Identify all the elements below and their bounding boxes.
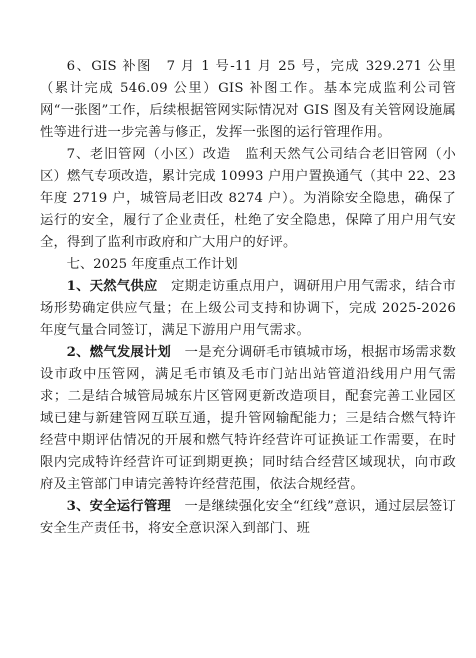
paragraph-text: 7 月 1 号-11 月 25 号，完成 329.271 公里（累计完成 546.09 公里）GIS 补图工作。基本完成监利公司管网“一张图”工作，后续根据管网实际情况对 GIS 图及有关管网设施属性等进行进一步完善与修正，发挥一张图的运行管理作用。 xyxy=(40,59,456,140)
paragraph-old-pipeline-renovation xyxy=(40,144,456,254)
paragraph-gis-mapping xyxy=(40,56,456,144)
paragraph-lead: 1、天然气供应 xyxy=(66,279,158,294)
paragraph-text: 一是充分调研毛市镇城市场，根据市场需求数设市政中压管网，满足毛市镇及毛市门站出站管道沿线用户用气需求；二是结合城管局城东片区管网更新改造项目，配套完善工业园区域已建与新建管网互联互通，提升管网输配能力；三是结合燃气特许经营中期评估情况的开展和燃气特许经营许可证换证工作需要，在时限内完成特许经营许可证到期更换；同时结合经营区域现状，向市政府及主管部门申请完善特许经营范围，依法合规经营。 xyxy=(40,345,456,492)
paragraph-text: 定期走访重点用户，调研用户用气需求，结合市场形势确定供应气量；在上级公司支持和协调下，完成 2025-2026 年度气量合同签订，满足下游用户用气需求。 xyxy=(40,279,457,338)
paragraph-lead: 7、老旧管网（小区）改造 xyxy=(66,147,231,162)
paragraph-gas-supply xyxy=(40,276,456,342)
paragraph-lead: 2、燃气发展计划 xyxy=(66,345,172,360)
section-heading-2025-plan: 七、2025 年度重点工作计划 xyxy=(66,257,238,272)
paragraph-lead: 6、GIS 补图 xyxy=(66,59,152,74)
paragraph-lead: 3、安全运行管理 xyxy=(66,499,171,514)
paragraph-gas-development-plan xyxy=(40,342,456,496)
paragraph-text: 一是继续强化安全“红线”意识，通过层层签订安全生产责任书，将安全意识深入到部门、班 xyxy=(40,499,456,536)
paragraph-safety-operation xyxy=(40,496,456,540)
paragraph-text: 监利天然气公司结合老旧管网（小区）燃气专项改造，累计完成 10993 户用户置换通气（其中 22、23 年度 2719 户，城管局老旧改 8274 户）。为消除安全隐患，确保了运行的安全，履行了企业责任，杜绝了安全隐患，保障了用户用气安全，得到了监利市政府和广大用户的好评。 xyxy=(40,147,456,250)
